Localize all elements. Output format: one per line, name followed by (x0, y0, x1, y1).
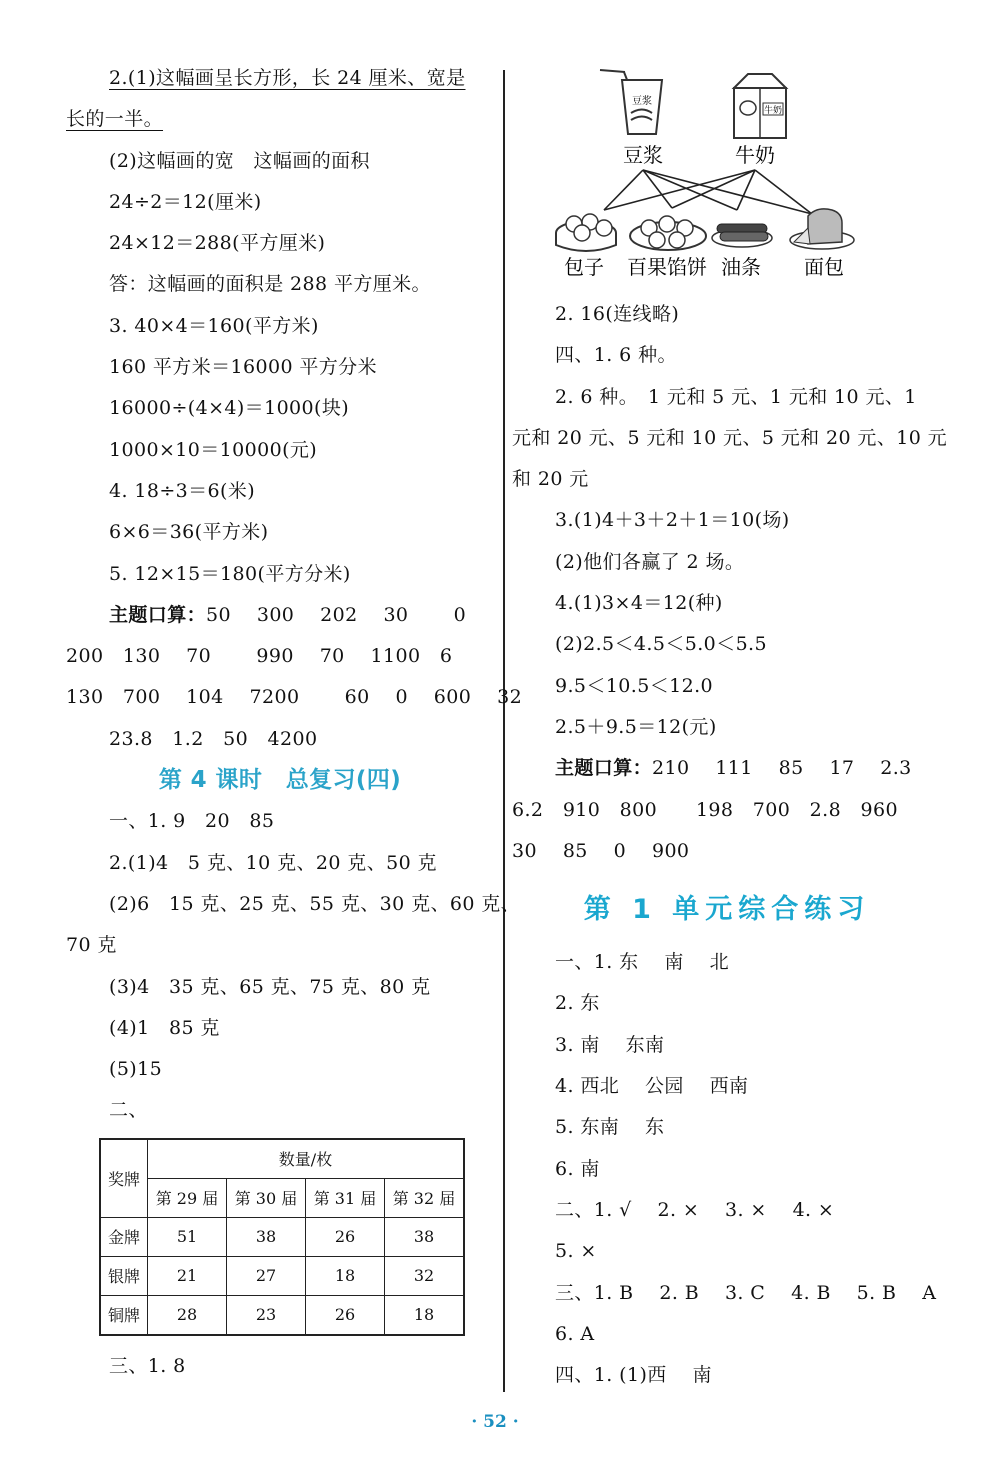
answer-line: 9.5＜10.5＜12.0 (555, 674, 714, 697)
table-cell: 23 (227, 1295, 306, 1335)
answer-line: 元和 20 元、5 元和 10 元、5 元和 20 元、10 元 (512, 426, 948, 449)
answer-line: 4. 西北 公园 西南 (555, 1075, 749, 1098)
answer-line: 长的一半。 (66, 108, 164, 131)
answer-line: 一、1. 9 20 85 (109, 810, 275, 833)
answer-line: 130 700 104 7200 60 0 600 32 (66, 686, 523, 709)
table-cell: 51 (148, 1217, 227, 1256)
oral-calc-line (66, 595, 494, 636)
answer-line: 5. 东南 东 (555, 1116, 665, 1139)
table-cell: 18 (385, 1295, 465, 1335)
answer-line: 23.8 1.2 50 4200 (109, 727, 318, 750)
drink-label: 豆浆 (623, 143, 663, 167)
answer-line: 6. A (555, 1322, 595, 1345)
answer-line: 2. 东 (555, 992, 600, 1015)
row-label: 银牌 (100, 1256, 148, 1295)
answer-line: (2)2.5＜4.5＜5.0＜5.5 (555, 633, 767, 656)
answer-line: (3)4 35 克、65 克、75 克、80 克 (109, 975, 431, 998)
table-cell: 18 (306, 1256, 385, 1295)
answer-line: 24÷2＝12(厘米) (109, 190, 262, 213)
answer-line: 30 85 0 900 (512, 839, 690, 862)
answer-line: 200 130 70 990 70 1100 6 (66, 645, 453, 668)
answer-line: 3. 南 东南 (555, 1033, 665, 1056)
answer-line: 1000×10＝10000(元) (109, 438, 318, 461)
answer-line: 二、1. √ 2. × 3. × 4. × (555, 1198, 835, 1221)
row-label: 铜牌 (100, 1295, 148, 1335)
milk-carton-icon (734, 74, 786, 138)
answer-line: 2.5＋9.5＝12(元) (555, 715, 717, 738)
table-cell: 26 (306, 1295, 385, 1335)
table-col-header: 第 32 届 (385, 1178, 465, 1217)
answer-line: 160 平方米＝16000 平方分米 (109, 356, 377, 379)
food-label: 包子 (564, 255, 604, 279)
answer-line: 6.2 910 800 198 700 2.8 960 (512, 798, 898, 821)
answer-line: 5. × (555, 1240, 597, 1263)
table-cell: 32 (385, 1256, 465, 1295)
answer-line: 3. 40×4＝160(平方米) (109, 314, 319, 337)
food-label: 面包 (804, 255, 844, 279)
table-cell: 27 (227, 1256, 306, 1295)
table-group-header: 数量/枚 (148, 1139, 465, 1179)
matching-diagram-svg (512, 58, 942, 294)
answer-line: 4.(1)3×4＝12(种) (555, 592, 723, 615)
answer-line: 2. 6 种。 1 元和 5 元、1 元和 10 元、1 (555, 385, 917, 408)
answer-line: 6. 南 (555, 1157, 600, 1180)
answer-line: 4. 18÷3＝6(米) (109, 479, 256, 502)
medal-table (99, 1138, 465, 1336)
answer-line: 2.(1)这幅画呈长方形，长 24 厘米、宽是 (109, 67, 466, 89)
buns-icon (556, 214, 616, 251)
table-cell: 28 (148, 1295, 227, 1335)
food-label: 百果馅饼 (627, 255, 707, 279)
answer-line: 2.(1)4 5 克、10 克、20 克、50 克 (109, 851, 437, 874)
lesson-heading: 第 4 课时 总复习(四) (158, 767, 402, 794)
fried-dough-stick-icon (712, 224, 772, 247)
answer-line: 6×6＝36(平方米) (109, 521, 269, 544)
answer-line: 二、 (109, 1099, 148, 1122)
answer-line: 和 20 元 (512, 468, 589, 491)
answer-line: 2. 16(连线略) (555, 303, 680, 325)
oral-calc-values: 210 111 85 17 2.3 (652, 757, 912, 780)
table-col-header: 第 31 届 (306, 1178, 385, 1217)
table-cell: 38 (227, 1217, 306, 1256)
answer-line: 24×12＝288(平方厘米) (109, 232, 326, 255)
left-column (66, 58, 523, 1387)
oral-calc-label: 主题口算： (555, 757, 653, 780)
table-cell: 21 (148, 1256, 227, 1295)
bread-icon (790, 209, 854, 249)
matching-lines (604, 170, 812, 214)
answer-line: 答：这幅画的面积是 288 平方厘米。 (109, 273, 431, 296)
answer-line: (2)6 15 克、25 克、55 克、30 克、60 克、 (109, 892, 521, 915)
answer-line: 70 克 (66, 934, 117, 957)
table-corner: 奖牌 (100, 1139, 148, 1218)
answer-line: (4)1 85 克 (109, 1016, 220, 1039)
table-row (100, 1217, 464, 1256)
answer-line: 3.(1)4＋3＋2＋1＝10(场) (555, 509, 790, 532)
table-cell: 26 (306, 1217, 385, 1256)
table-row (100, 1256, 464, 1295)
cup-label: 豆浆 (632, 96, 652, 107)
answer-line: 三、1. B 2. B 3. C 4. B 5. B A (555, 1281, 937, 1304)
oral-calc-label: 主题口算： (109, 603, 207, 626)
answer-line: 四、1. 6 种。 (555, 344, 677, 367)
oral-calc-line (512, 748, 942, 789)
answer-line: (2)这幅画的宽 这幅画的面积 (109, 149, 370, 172)
answer-line: (5)15 (109, 1058, 163, 1081)
carton-label: 牛奶 (763, 106, 783, 116)
matching-diagram (512, 58, 942, 294)
fruit-pie-icon (630, 216, 706, 250)
answer-line: 四、1. (1)西 南 (555, 1364, 712, 1387)
answer-line: (2)他们各赢了 2 场。 (555, 550, 745, 573)
page-number: · 52 · (471, 1412, 519, 1432)
table-cell: 38 (385, 1217, 465, 1256)
column-divider (503, 70, 505, 1392)
table-col-header: 第 29 届 (148, 1178, 227, 1217)
answer-line: 16000÷(4×4)＝1000(块) (109, 397, 350, 420)
answer-line: 三、1. 8 (109, 1354, 186, 1377)
food-label: 油条 (721, 255, 761, 279)
table-col-header: 第 30 届 (227, 1178, 306, 1217)
table-row (100, 1295, 464, 1335)
row-label: 金牌 (100, 1217, 148, 1256)
unit-heading: 第 1 单元综合练习 (583, 894, 871, 926)
oral-calc-values: 50 300 202 30 0 (206, 603, 467, 626)
answer-line: 5. 12×15＝180(平方分米) (109, 562, 351, 585)
soy-milk-cup-icon (600, 70, 662, 134)
answer-line: 一、1. 东 南 北 (555, 951, 730, 974)
drink-label: 牛奶 (735, 143, 775, 167)
right-column (512, 58, 948, 1396)
